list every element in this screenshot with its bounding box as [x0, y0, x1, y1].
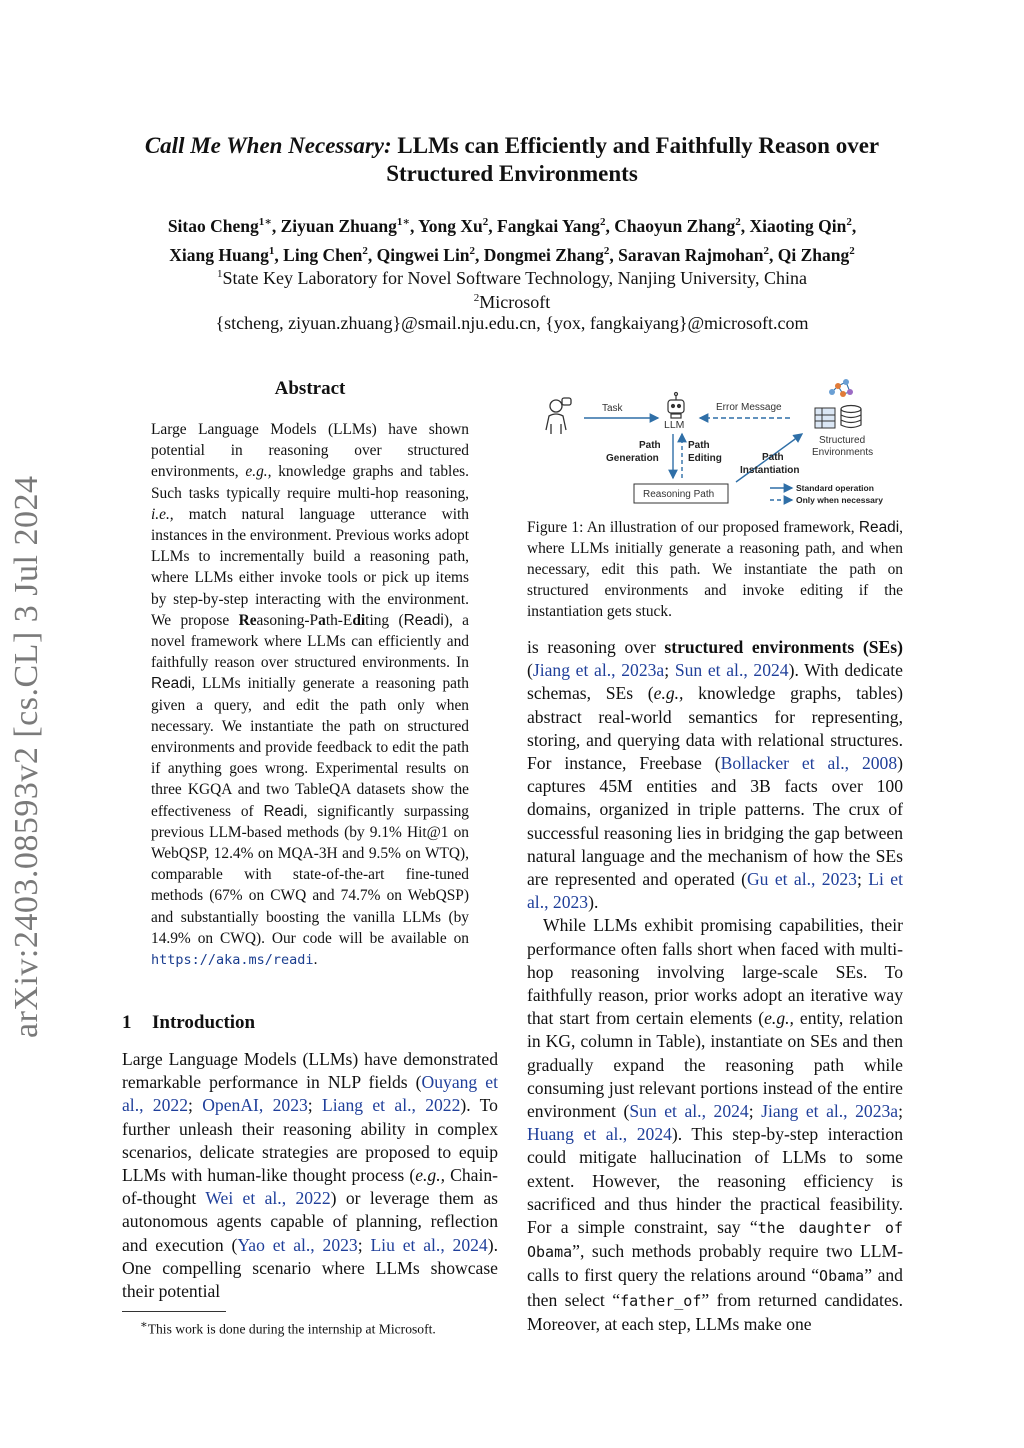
body-text: Large Language Models (LLMs) have demonstrated remarkable performance in NLP fields ( [122, 1049, 498, 1093]
reasoning-path-label: Reasoning Path [643, 489, 715, 500]
body-text: ). This step-by-step interaction could mitigate hallucination of LLMs to some extent. However, the reasoning efficiency is sacrificed and thus hinder the practical feasibility. For a simple constraint, say “ [527, 1124, 903, 1238]
body-text: e.g., [415, 1165, 446, 1186]
title-italic-part: Call Me When Necessary: [144, 133, 392, 158]
body-text: ) or leverage them as autonomous agents capable of planning, reflection and execution ( [122, 1188, 498, 1255]
body-text: ; [748, 1101, 762, 1122]
author: Xiaoting Qin [749, 215, 847, 236]
abstract-text: match natural language utterance with instances in the environment. Previous works adopt LLMs to incrementally build a reasoning path, where LLMs either invoke tools or pick up items by step-by-step interacting with the environment. We propose [151, 505, 469, 629]
structured-environment-icon [815, 379, 861, 428]
body-text: ( [527, 660, 533, 681]
email-addresses: {stcheng, ziyuan.zhuang}@smail.nju.edu.cn, {yox, fangkaiyang}@microsoft.com [215, 313, 809, 333]
author-sup: 2 [599, 216, 606, 228]
affiliation-text: State Key Laboratory for Novel Software Technology, Nanjing University, China [222, 268, 807, 288]
method-name: Readi [263, 802, 304, 820]
body-text: is reasoning over [527, 637, 665, 657]
affiliation-sup: 2 [473, 292, 480, 304]
code-snippet: father_of [620, 1291, 702, 1310]
author-sup: 2 [849, 244, 855, 257]
author-sup: 2 [846, 216, 852, 228]
body-text: While LLMs exhibit promising capabilities, their performance often falls short when faced with multi-hop reasoning involving large-scale SEs. To faithfully reason, prior works adopt an iterative way that start from certain elements ( [527, 915, 903, 1029]
author: Chaoyun Zhang [614, 215, 736, 236]
error-message-label: Error Message [716, 402, 782, 413]
abstract-text: Large Language Models (LLMs) have shown potential in reasoning over structured environments, [151, 421, 469, 481]
abstract-text: , LLMs initially generate a reasoning path given a query, and edit the path only when necessary. We instantiate the path on structured environments and provide feedback to edit the path if anything goes wrong. Experimental results on three KGQA and two TableQA datasets show the effectiveness of [151, 675, 469, 820]
abstract-text: i.e., [151, 505, 174, 523]
body-text: ”, such methods probably require two LLM-calls to first query the relations around “ [527, 1241, 903, 1286]
body-text: ). To further unleash their reasoning ability in complex scenarios, delicate strategies are proposed to equip LLMs with human-like thought process ( [122, 1095, 498, 1186]
path-generation-label-1: Path [639, 440, 661, 451]
author-sup: 2 [469, 244, 476, 257]
citation-link[interactable]: Liang et al., 2022 [322, 1095, 461, 1116]
citation-link[interactable]: Bollacker et al., 2008 [720, 753, 898, 774]
intro-paragraph-continued [527, 636, 903, 914]
body-text: ). With dedicate schemas, SEs ( [527, 660, 903, 704]
title-line-2: Structured Environments [386, 161, 638, 186]
abstract-text: , significantly surpassing previous LLM-based methods (by 9.1% Hit@1 on WebQSP, 12.4% on MQA-3H and 9.5% on WTQ), comparable with state-of-the-art fine-tuned methods (67% on CWQ and 74.7% on WebQSP) and substantially boosting the vanilla LLMs (by 14.9% on CWQ). Our code will be available on [151, 802, 469, 947]
section-number: 1 [122, 1012, 132, 1033]
code-snippet: the daughter of Obama [527, 1219, 903, 1262]
body-text: ). [588, 892, 599, 913]
citation-link[interactable]: Liu et al., 2024 [370, 1234, 488, 1255]
citation-link[interactable]: Yao et al., 2023 [237, 1234, 358, 1255]
caption-text: Figure 1: An illustration of our proposed framework, [527, 519, 859, 536]
title-rest: LLMs can Efficiently and Faithfully Reason over [397, 133, 880, 158]
author: Ziyuan Zhuang [280, 215, 397, 236]
footnote [140, 1316, 500, 1339]
method-name: Readi [403, 611, 444, 629]
abstract-text: ), a novel framework where LLMs can efficiently and faithfully reason over structured environments. In [151, 611, 469, 672]
author-list: Sitao Cheng$^{1∗}$, Ziyuan Zhuang$^{1∗}$, Yong Xu$^2$, Fangkai Yang$^2$, Chaoyun Zhang$^2$, Xiaoting Qin$^2$, Xiang Huang$^1$, Ling Chen$^2$, Qingwei Lin$^2$, Dongmei Zhang$^2$, Saravan Rajmohan$^2$, Qi Zhang$^2$ [167, 215, 857, 265]
figure-1-caption [527, 517, 903, 622]
affiliation-2 [60, 286, 964, 314]
body-text: ; [307, 1095, 323, 1116]
robot-icon [668, 393, 684, 419]
environment-label-1: Structured [819, 435, 866, 446]
author: Sitao Cheng [167, 215, 259, 236]
intro-paragraph [122, 1048, 498, 1303]
section-title: Introduction [152, 1012, 256, 1033]
citation-link[interactable]: OpenAI, 2023 [202, 1095, 308, 1116]
abstract-text: ting ( [365, 611, 404, 629]
body-text: ; [188, 1095, 203, 1116]
section-heading-introduction [122, 1012, 498, 1034]
citation-link[interactable]: Huang et al., 2024 [527, 1124, 672, 1145]
body-text: ). One compelling scenario where LLMs showcase their potential [122, 1234, 498, 1302]
abstract-text: . [313, 951, 318, 969]
body-text: ; [664, 660, 675, 681]
abstract-text: e.g., [245, 463, 272, 481]
path-instantiation-label-1: Path [762, 452, 784, 463]
code-snippet: Obama [819, 1267, 865, 1286]
citation-link[interactable]: Gu et al., 2023 [746, 869, 857, 890]
body-text: ” and then select “ [527, 1265, 903, 1310]
author-sup: 2 [482, 216, 489, 228]
right-column-text [527, 636, 903, 1336]
citation-link[interactable]: Li et al., 2023 [527, 869, 903, 913]
path-instantiation-label-2: Instantiation [740, 465, 800, 476]
author: Ling Chen [283, 244, 363, 265]
environment-label-2: Environments [812, 447, 874, 458]
body-text: e.g., [764, 1008, 794, 1029]
llm-label: LLM [664, 419, 685, 431]
code-url-link[interactable]: https://aka.ms/readi [151, 952, 314, 969]
author: Dongmei Zhang [483, 244, 604, 265]
citation-link[interactable]: Jiang et al., 2023a [532, 660, 665, 681]
body-text: ” from returned candidates. Moreover, at each step, LLMs make one [527, 1289, 904, 1334]
abstract-text: knowledge graphs and tables. Such tasks typically require multi-hop reasoning, [151, 463, 470, 502]
author: Xiang Huang [169, 244, 269, 265]
paper-title [60, 132, 964, 188]
body-text: ) captures 45M entities and 3B facts over 100 domains, organized in triple patterns. The crux of successful reasoning lies in bridging the gap between natural language and the mechanism of how the SEs are represented and operated ( [527, 753, 904, 890]
caption-text: , where LLMs initially generate a reasoning path, and when necessary, edit this path. We instantiate the path on structured environments and invoke editing if the instantiation gets stuck. [527, 519, 903, 620]
user-icon [546, 398, 571, 434]
citation-link[interactable]: Ouyang et al., 2022 [122, 1072, 498, 1116]
figure-1 [540, 378, 910, 510]
body-text: ; [357, 1234, 371, 1255]
arxiv-identifier: arXiv:2403.08593v2 [cs.CL] 3 Jul 2024 [8, 475, 45, 1038]
method-name: Readi [151, 675, 192, 693]
legend-necessary-label: Only when necessary [796, 495, 883, 505]
body-text: ; [898, 1101, 903, 1122]
affiliation-text: Microsoft [479, 292, 551, 312]
author-sup: 1∗ [258, 216, 272, 228]
author-sup: 2 [362, 244, 368, 257]
author-sup: 1∗ [396, 216, 410, 228]
author-sup: 1 [268, 244, 275, 257]
body-text: ; [856, 869, 869, 890]
citation-link[interactable]: Wei et al., 2022 [205, 1188, 331, 1209]
path-editing-label-1: Path [688, 440, 710, 451]
abstract-text: di [352, 611, 366, 629]
citation-link[interactable]: Sun et al., 2024 [629, 1101, 749, 1122]
citation-link[interactable]: Jiang et al., 2023a [761, 1101, 899, 1122]
author: Saravan Rajmohan [618, 244, 764, 265]
body-text: Chain-of-thought [122, 1165, 498, 1209]
framework-diagram [540, 378, 910, 510]
author: Qi Zhang [777, 244, 850, 265]
author-sup: 2 [763, 244, 770, 257]
abstract-text: th-E [325, 611, 353, 629]
abstract-text: a [318, 611, 326, 629]
footnote-mark: ∗ [140, 1319, 148, 1331]
legend-standard-label: Standard operation [796, 483, 874, 493]
key-term: structured environments (SEs) [664, 637, 903, 657]
path-editing-label-2: Editing [688, 453, 722, 464]
author: Yong Xu [418, 215, 483, 236]
author-sup: 2 [735, 216, 741, 228]
body-text: entity, relation in KG, column in Table), instantiate on SEs and then gradually expand the reasoning path while consuming just relevant portions instead of the entire environment ( [527, 1008, 903, 1122]
task-label: Task [602, 403, 623, 414]
abstract-body [151, 419, 469, 971]
abstract-text: asoning-P [256, 611, 319, 629]
path-generation-label-2: Generation [606, 453, 659, 464]
footnote-rule [122, 1311, 226, 1312]
author: Qingwei Lin [376, 244, 470, 265]
affiliation-sup: 1 [217, 268, 223, 280]
author: Fangkai Yang [497, 215, 600, 236]
body-text: e.g., [653, 683, 684, 704]
author-sup: 2 [603, 244, 610, 257]
abstract-text: Re [238, 611, 257, 629]
abstract-heading: Abstract [274, 378, 346, 399]
body-text: knowledge graphs, tables) abstract real-world semantics for representing, storing, and querying data with relational structures. For instance, Freebase ( [527, 683, 903, 774]
intro-paragraph-2 [527, 914, 903, 1336]
citation-link[interactable]: Sun et al., 2024 [674, 660, 789, 681]
method-name: Readi [858, 519, 900, 536]
footnote-text: This work is done during the internship at Microsoft. [147, 1321, 436, 1337]
